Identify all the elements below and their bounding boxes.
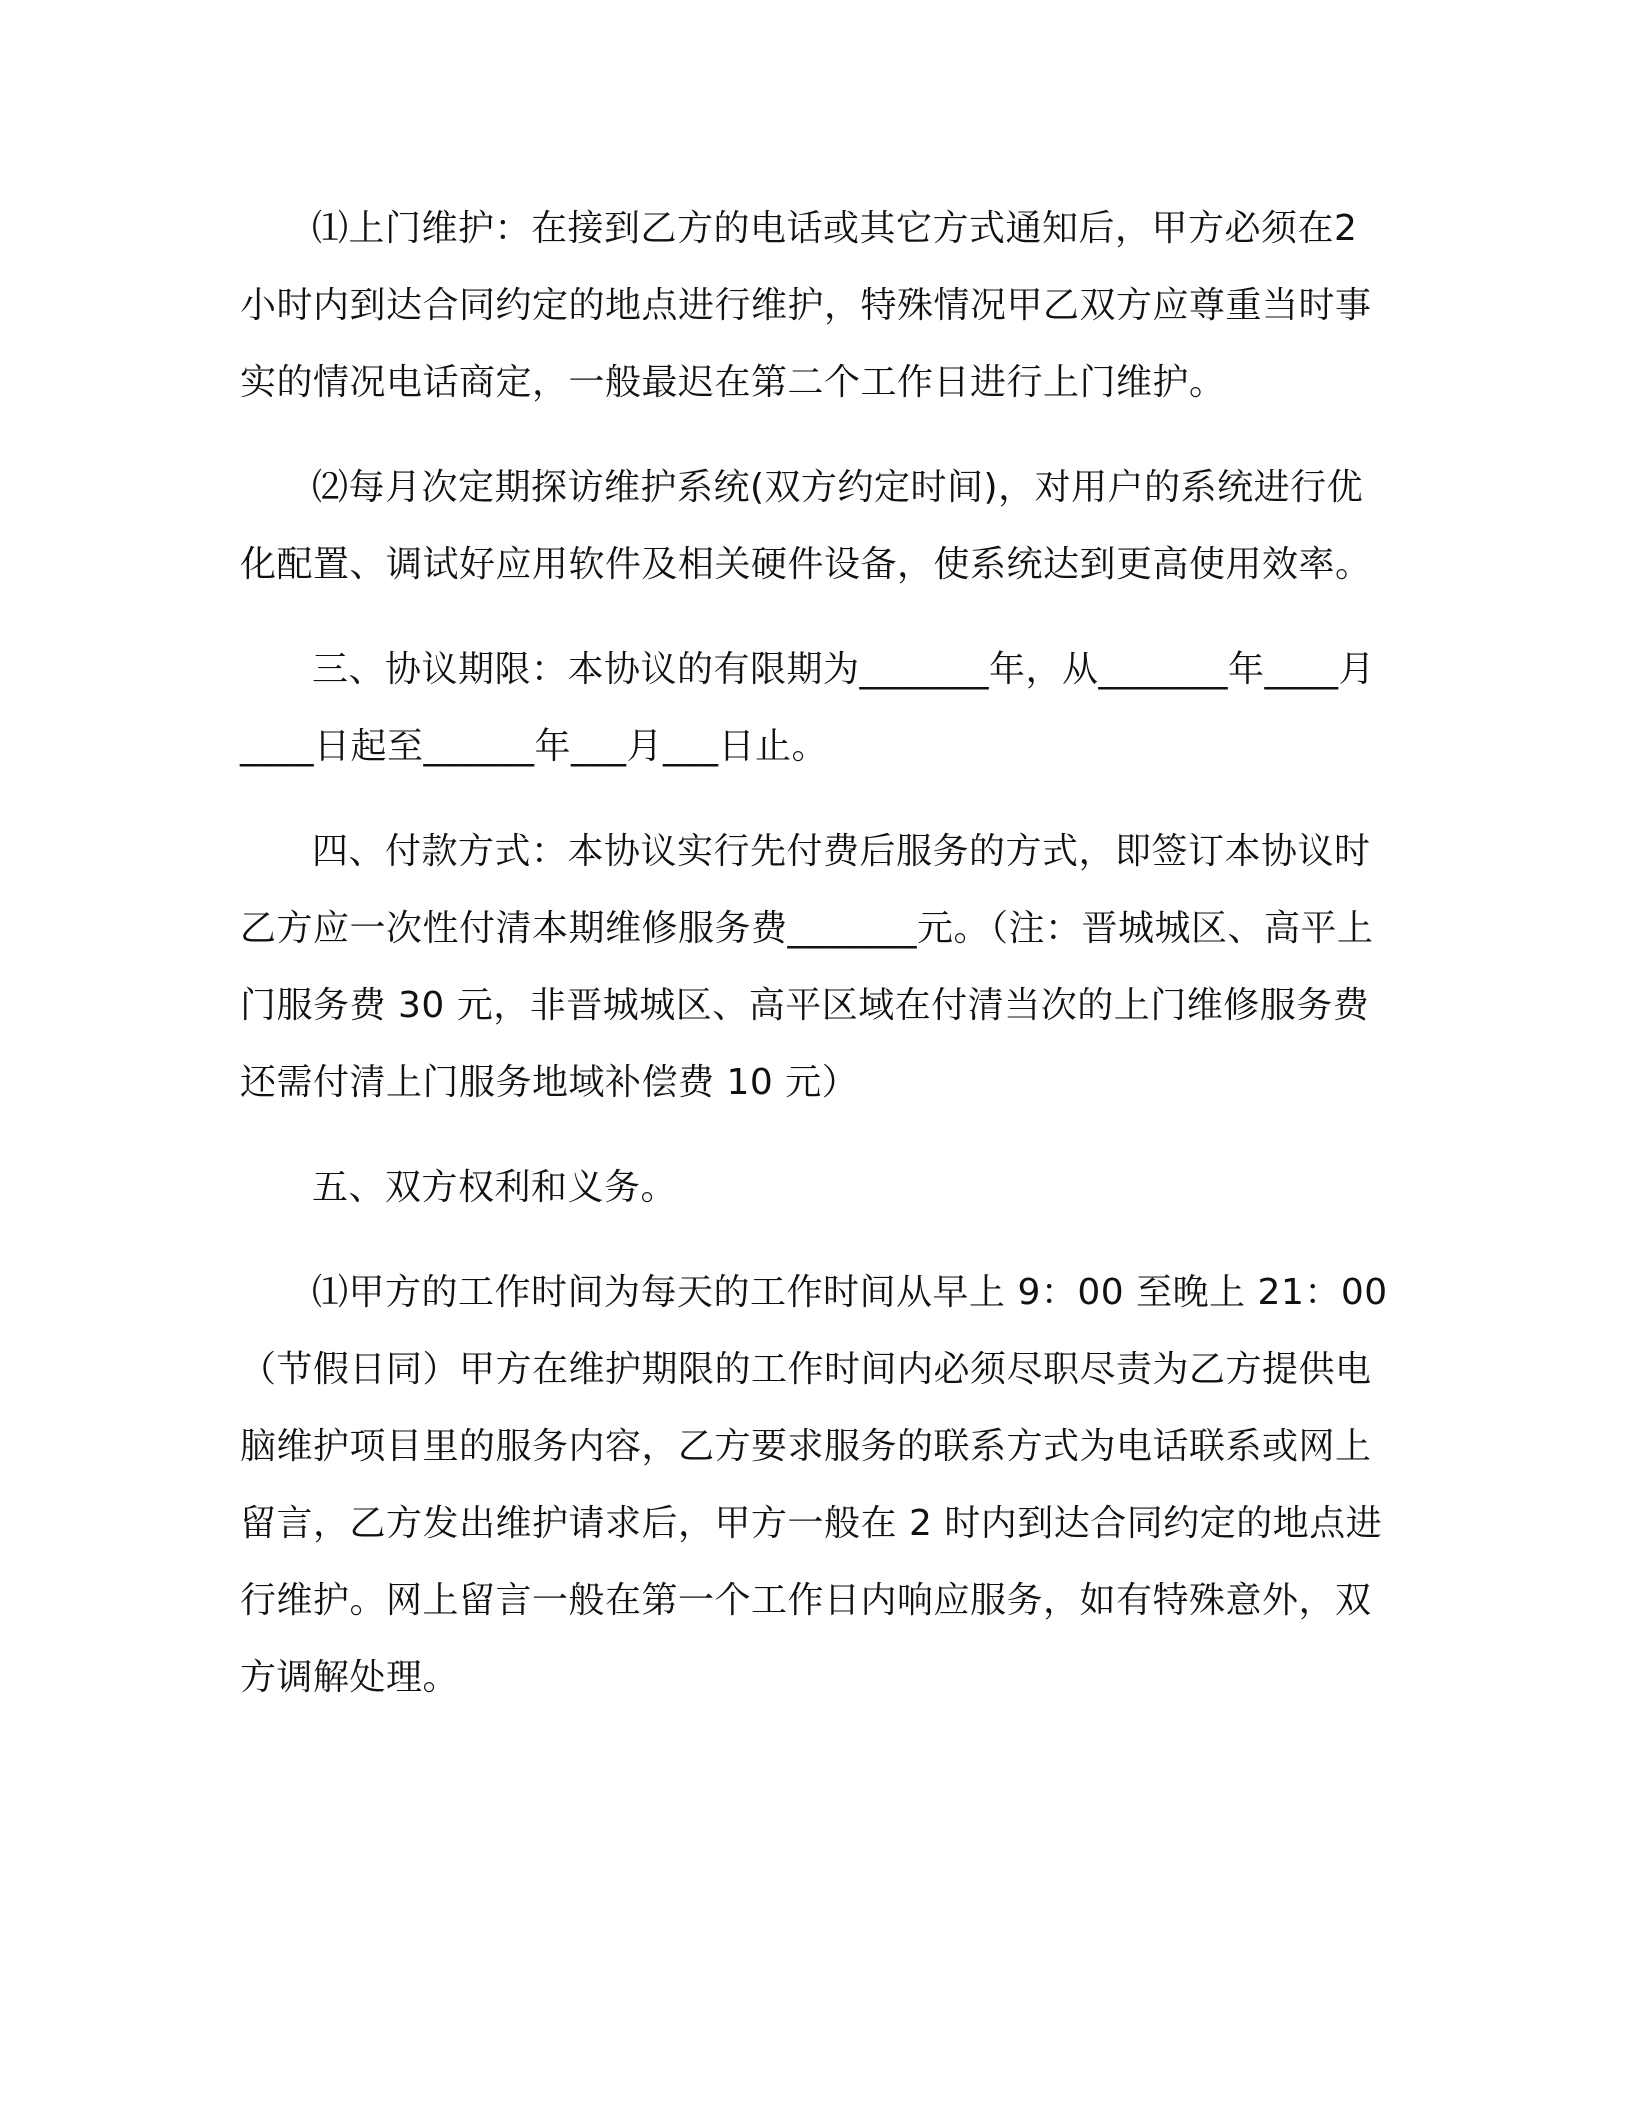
paragraph-onsite-maintenance: ⑴上门维护：在接到乙方的电话或其它方式通知后，甲方必须在2 小时内到达合同约定的地点进行维护，特殊情况甲乙双方应尊重当时事实的情况电话商定，一般最迟在第二个工作日进行上门维护。	[240, 208, 1372, 403]
paragraph-payment-method: 四、付款方式：本协议实行先付费后服务的方式，即签订本协议时乙方应一次性付清本期维修服务费_______元。（注：晋城城区、高平上门服务费 30 元，非晋城城区、高平区域在付清当次的上门维修服务费还需付清上门服务地域补偿费 10 元）	[240, 831, 1374, 1103]
paragraph-monthly-visit: ⑵每月次定期探访维护系统(双方约定时间)，对用户的系统进行优化配置、调试好应用软件及相关硬件设备，使系统达到更高使用效率。	[240, 467, 1372, 585]
paragraph-rights-heading: 五、双方权利和义务。	[312, 1167, 678, 1208]
paragraph-working-hours: ⑴甲方的工作时间为每天的工作时间从早上 9：00 至晚上 21：00（节假日同）甲方在维护期限的工作时间内必须尽职尽责为乙方提供电脑维护项目里的服务内容，乙方要求服务的联系方式为电话联系或网上留言，乙方发出维护请求后，甲方一般在 2 时内到达合同约定的地点进行维护。网上留言一般在第一个工作日内响应服务，如有特殊意外，双方调解处理。	[240, 1272, 1388, 1698]
paragraph-agreement-term: 三、协议期限：本协议的有限期为_______年，从_______年____月____日起至______年___月___日止。	[240, 649, 1376, 767]
document-body	[240, 190, 1390, 1716]
